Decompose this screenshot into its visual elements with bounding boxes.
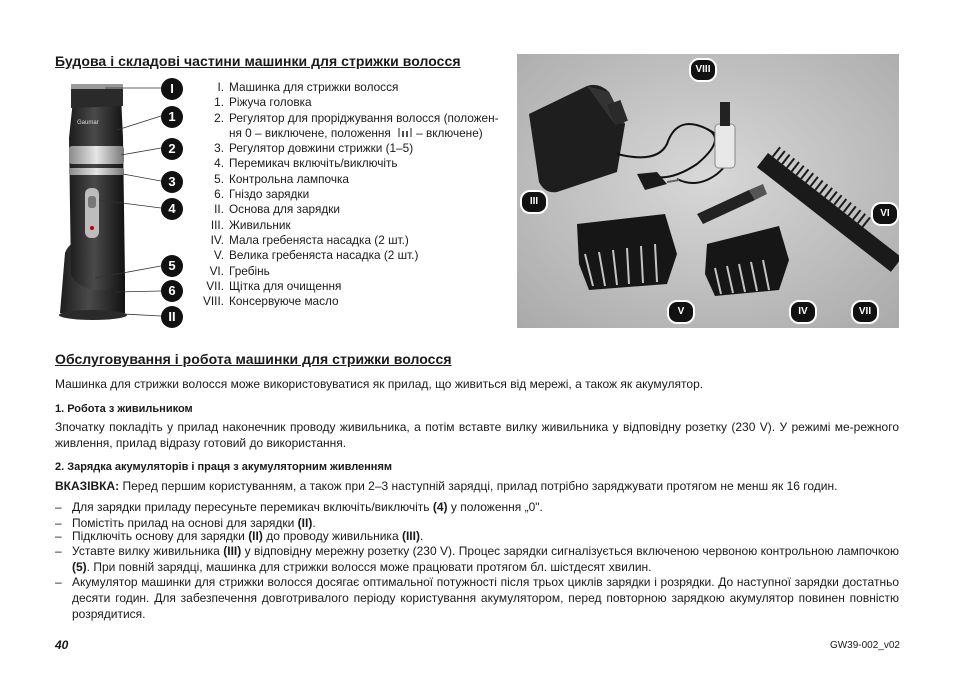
page-number: 40	[55, 638, 69, 652]
list-item: 5. Контрольна лампочка	[214, 171, 349, 186]
intro-paragraph: Машинка для стрижки волосся може використовуватися як прилад, що живиться від мережі, а також як акумулятор.	[55, 377, 704, 391]
label-badge-VIII: VIII	[689, 58, 717, 82]
document-code: GW39-002_v02	[829, 640, 900, 651]
list-item: VIII. Консервуюче масло	[203, 294, 339, 309]
label-badge-V: V	[667, 300, 695, 324]
list-item: – Для зарядки приладу пересуньте перемикач включіть/виключіть (4) у положення „0".	[55, 500, 543, 514]
label-badge-4: 4	[161, 198, 183, 220]
list-item: 2. Регулятор для проріджування волосся (положен-ня 0 – виключене, положення – включене)	[214, 110, 499, 140]
label-badge-6: 6	[161, 280, 183, 302]
thinning-on-icon	[397, 127, 413, 138]
list-item: VII. Щітка для очищення	[206, 278, 342, 293]
list-item: 4. Перемикач включіть/виключіть	[214, 156, 398, 171]
accessories-photo	[517, 54, 899, 328]
accessories-drawing	[517, 54, 899, 328]
leader-lines	[55, 78, 175, 323]
label-badge-VII: VII	[851, 300, 879, 324]
subsection1-title: 1. Робота з живильником	[55, 403, 193, 415]
list-item: – Підключіть основу для зарядки (II) до проводу живильника (III).	[55, 529, 424, 543]
section1-title: Будова і складові частини машинки для стрижки волосся	[55, 53, 461, 69]
label-badge-5: 5	[161, 255, 183, 277]
list-item: III. Живильник	[210, 217, 291, 232]
label-badge-I: I	[161, 78, 183, 100]
note-paragraph	[55, 478, 899, 494]
label-badge-VI: VI	[871, 202, 899, 226]
note-label: ВКАЗІВКА:	[55, 479, 120, 493]
label-badge-II: II	[161, 306, 183, 328]
list-item: – Помістіть прилад на основі для зарядки (II).	[55, 516, 316, 530]
list-item: 1. Ріжуча головка	[214, 95, 312, 110]
label-badge-IV: IV	[789, 300, 817, 324]
list-item: VI. Гребінь	[209, 263, 270, 278]
list-item: – Акумулятор машинки для стрижки волосся досягає оптимальної потужності після трьох циклів зарядки і розрядки. До наступної зарядки достатньо десяти годин. Для забезпечення довготривалого періоду користування акумулятором, перед повторною зарядкою акумулятор повинен повністю розрядитися.	[55, 575, 899, 621]
list-item: 3. Регулятор довжини стрижки (1–5)	[214, 141, 414, 156]
list-item: – Уставте вилку живильника (III) у відповідну мережну розетку (230 V). Процес зарядки сигналізується включеною червоною контрольною лампочкою (5). При повній зарядці, машинка для стрижки волосся може працювати протягом бл. шістдесят хвилин.	[55, 544, 899, 574]
parts-list	[196, 80, 514, 309]
list-item: I. Машинка для стрижки волосся	[217, 80, 399, 94]
label-badge-2: 2	[161, 138, 183, 160]
brand-logo: Gaumar	[77, 120, 99, 126]
label-badge-3: 3	[161, 171, 183, 193]
list-item: II. Основа для зарядки	[214, 202, 340, 217]
list-item: 6. Гніздо зарядки	[214, 187, 310, 202]
section2-title: Обслуговування і робота машинки для стрижки волосся	[55, 351, 452, 367]
list-item: V. Велика гребеняста насадка (2 шт.)	[213, 248, 419, 263]
list-item: IV. Мала гребеняста насадка (2 шт.)	[210, 232, 409, 247]
label-badge-1: 1	[161, 106, 183, 128]
subsection1-text: Зпочатку покладіть у прилад наконечник проводу живильника, а потім вставте вилку живильника у відповідну розетку (230 V). У режимі ме-режного живлення, прилад відразу готовий до використання.	[55, 420, 899, 450]
label-badge-III: III	[520, 190, 548, 214]
subsection2-title: 2. Зарядка акумуляторів і праця з акумуляторним живленням	[55, 461, 392, 473]
note-text: Перед першим користуванням, а також при 2–3 наступній зарядці, прилад потрібно заряджувати протягом не менш як 16 годин.	[119, 479, 838, 493]
